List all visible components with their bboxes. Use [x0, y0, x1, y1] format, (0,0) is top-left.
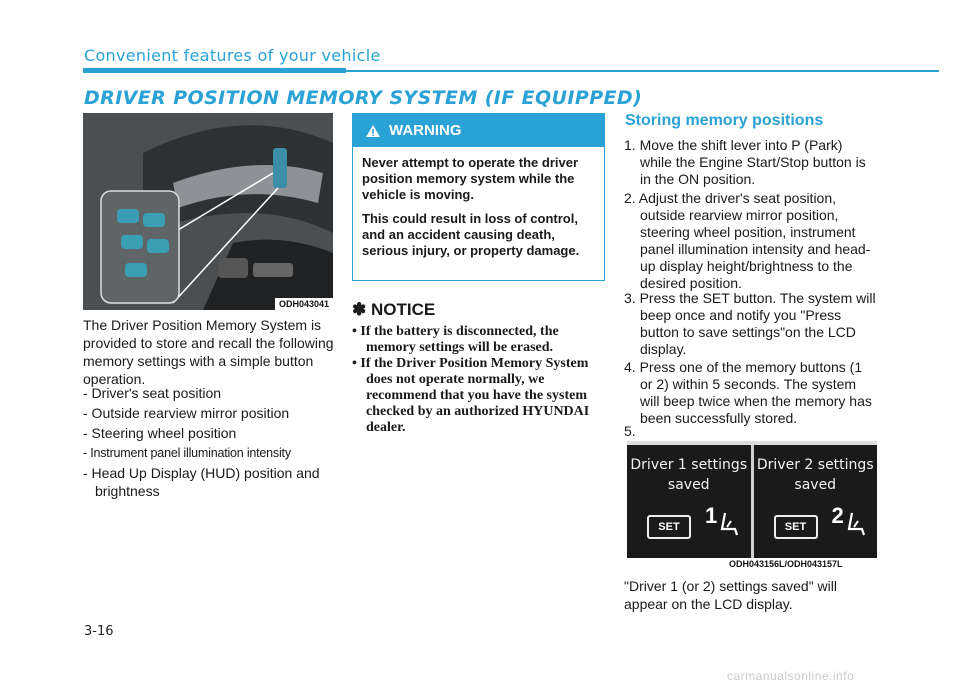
- step-item: 3. Press the SET button. The system will beep once and notify you "Press button to save settings"on the LCD display.: [624, 290, 876, 357]
- warning-paragraph: Never attempt to operate the driver position memory system while the vehicle is moving.: [362, 155, 579, 202]
- step-item: 1. Move the shift lever into P (Park) while the Engine Start/Stop button is in the ON position.: [624, 137, 866, 187]
- door-illustration: [83, 113, 333, 310]
- storing-title: Storing memory positions: [625, 112, 824, 129]
- warning-box: [352, 113, 605, 281]
- memory-number: 1: [705, 503, 718, 528]
- photo-code: ODH043041: [275, 298, 333, 310]
- step-item: 2. Adjust the driver's seat position, outside rearview mirror position, steering wheel position, instrument panel illumination intensity and head-up display height/brightness to the desired position.: [624, 190, 871, 291]
- page-title: DRIVER POSITION MEMORY SYSTEM (IF EQUIPPED): [84, 87, 643, 109]
- seat-icon: [846, 511, 866, 537]
- warning-label: WARNING: [389, 122, 462, 139]
- memory-item: - Head Up Display (HUD) position and brightness: [83, 465, 320, 499]
- lcd-image-code: ODH043156L/ODH043157L: [729, 559, 843, 569]
- page-number: 3-16: [84, 624, 114, 639]
- header-rule: [83, 68, 346, 73]
- intro-paragraph: The Driver Position Memory System is provided to store and recall the following memory settings with a simple button operation.: [83, 317, 334, 387]
- watermark: carmanualsonline.info: [727, 669, 855, 683]
- warning-header: [353, 114, 604, 147]
- step-item: 5.: [624, 423, 636, 439]
- warning-paragraph: This could result in loss of control, and an accident causing death, serious injury, or property damage.: [362, 211, 580, 258]
- lcd-message: Driver 2 settings: [756, 457, 874, 473]
- header-rule-line: [346, 70, 939, 72]
- step-item: 4. Press one of the memory buttons (1 or 2) within 5 seconds. The system will beep twice when the memory has been successfully stored.: [624, 359, 872, 426]
- memory-number: 2: [831, 503, 844, 528]
- seat-icon: [719, 511, 739, 537]
- door-panel-photo: [83, 113, 333, 310]
- lcd-message: saved: [667, 477, 710, 493]
- lcd-message: Driver 1 settings: [630, 457, 748, 473]
- lcd-panel-driver-2: [754, 445, 878, 558]
- notice-item: • If the battery is disconnected, the memory settings will be erased.: [352, 324, 559, 355]
- lcd-message: saved: [794, 477, 837, 493]
- lcd-note: "Driver 1 (or 2) settings saved" will appear on the LCD display.: [624, 578, 838, 612]
- notice-title: ✽ NOTICE: [352, 300, 436, 319]
- memory-item: - Driver's seat position: [83, 385, 222, 401]
- set-button-icon: SET: [774, 515, 818, 539]
- lcd-display: [627, 445, 877, 558]
- set-button-icon: SET: [647, 515, 691, 539]
- warning-triangle-icon: [365, 124, 381, 138]
- memory-item: - Outside rearview mirror position: [83, 405, 290, 421]
- notice-item: • If the Driver Position Memory System does not operate normally, we recommend that you have the system checked by an authorized HYUNDAI dealer.: [352, 356, 590, 435]
- memory-item: - Steering wheel position: [83, 425, 237, 441]
- section-title: Convenient features of your vehicle: [84, 46, 381, 65]
- lcd-panel-driver-1: [627, 445, 754, 558]
- memory-item: - Instrument panel illumination intensity: [83, 446, 291, 460]
